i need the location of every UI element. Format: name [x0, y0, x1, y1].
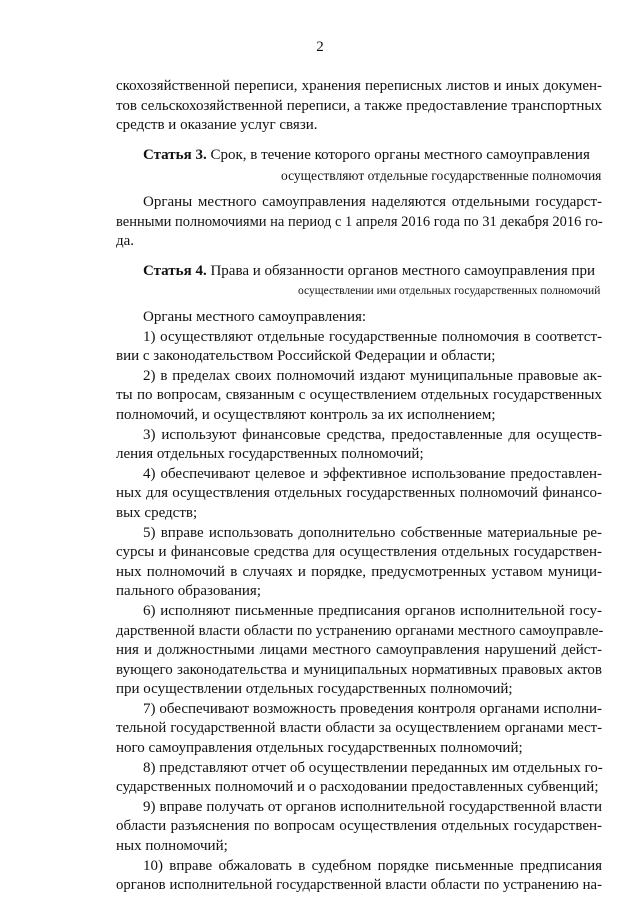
- text-line: вых средств;: [116, 504, 198, 521]
- text-line: дарственной власти области по устранению органами местного самоуправле-: [116, 622, 604, 639]
- text-line: сударственных полномочий и о расходовании предоставленных субвенций;: [116, 779, 599, 796]
- text-line: 7) обеспечивают возможность проведения контроля органами исполни-: [143, 700, 602, 717]
- article-3-title-line2: осуществляют отдельные государственные полномочия: [281, 167, 602, 183]
- text-line: венными полномочиями на период с 1 апреля 2016 года по 31 декабря 2016 го-: [116, 213, 603, 230]
- text-line: Органы местного самоуправления наделяются отдельными государст-: [143, 194, 602, 210]
- text-line: да.: [116, 233, 135, 250]
- text-line: тельной государственной власти области за осуществлением органами мест-: [116, 720, 602, 737]
- text-line: 4) обеспечивают целевое и эффективное использование предоставлен-: [143, 465, 602, 482]
- text-line: области разъяснения по вопросам осуществления отдельных государствен-: [116, 818, 602, 835]
- text-line: 8) представляют отчет об осуществлении переданных им отдельных го-: [143, 759, 603, 776]
- text-line: при осуществлении отдельных государственных полномочий;: [116, 681, 513, 698]
- text-line: ных полномочий в случаях и порядке, предусмотренных уставом муници-: [116, 563, 602, 580]
- text-line: ных для осуществления отдельных государственных полномочий финансо-: [116, 485, 602, 502]
- article-3-title-line1: Срок, в течение которого органы местного самоуправления: [210, 147, 590, 163]
- text-line: 6) исполняют письменные предписания органов исполнительной госу-: [143, 602, 602, 619]
- text-line: ты по вопросам, связанным с осуществлением отдельных государственных: [116, 387, 602, 404]
- article-4-body: [116, 308, 602, 896]
- article-4-heading: [116, 262, 602, 301]
- text-line: Органы местного самоуправления:: [143, 309, 367, 325]
- text-line: 1) осуществляют отдельные государственные полномочия в соответст-: [143, 328, 602, 345]
- intro-paragraph: [116, 77, 602, 136]
- article-3-body: [116, 193, 602, 252]
- text-line: ных полномочий;: [116, 838, 228, 855]
- text-line: тов сельскохозяйственной переписи, а также предоставление транспортных: [116, 97, 602, 114]
- text-line: ния и должностными лицами местного самоуправления нарушений дейст-: [116, 642, 602, 659]
- text-line: 9) вправе получать от органов исполнительной государственной власти: [143, 798, 602, 815]
- text-line: скохозяйственной переписи, хранения переписных листов и иных докумен-: [116, 78, 602, 94]
- text-line: 3) используют финансовые средства, предоставленные для осуществ-: [143, 426, 602, 443]
- text-line: 2) в пределах своих полномочий издают муниципальные правовые ак-: [143, 367, 602, 384]
- text-line: вующего законодательства и муниципальных нормативных правовых актов: [116, 661, 602, 678]
- text-line: средств и оказание услуг связи.: [116, 117, 318, 134]
- article-4-label: Статья 4.: [143, 263, 207, 279]
- text-line: вии с законодательством Российской Федерации и области;: [116, 348, 496, 365]
- text-line: пального образования;: [116, 583, 261, 600]
- text-line: 10) вправе обжаловать в судебном порядке письменные предписания: [143, 857, 602, 874]
- text-line: сурсы и финансовые средства для осуществления отдельных государствен-: [116, 544, 602, 561]
- text-line: 5) вправе использовать дополнительно собственные материальные ре-: [143, 524, 602, 541]
- text-line: полномочий, и осуществляют контроль за их исполнением;: [116, 406, 496, 423]
- article-4-title-line2: осуществлении ими отдельных государственных полномочий: [298, 284, 601, 297]
- article-3-heading: [116, 146, 602, 185]
- article-3-label: Статья 3.: [143, 147, 207, 163]
- text-line: ного самоуправления отдельных государственных полномочий;: [116, 740, 523, 757]
- article-4-title-line1: Права и обязанности органов местного самоуправления при: [210, 263, 596, 279]
- text-line: органов исполнительной государственной власти области по устранению на-: [116, 877, 602, 894]
- text-line: ления отдельных государственных полномочий;: [116, 446, 424, 463]
- page-number: 2: [316, 39, 324, 55]
